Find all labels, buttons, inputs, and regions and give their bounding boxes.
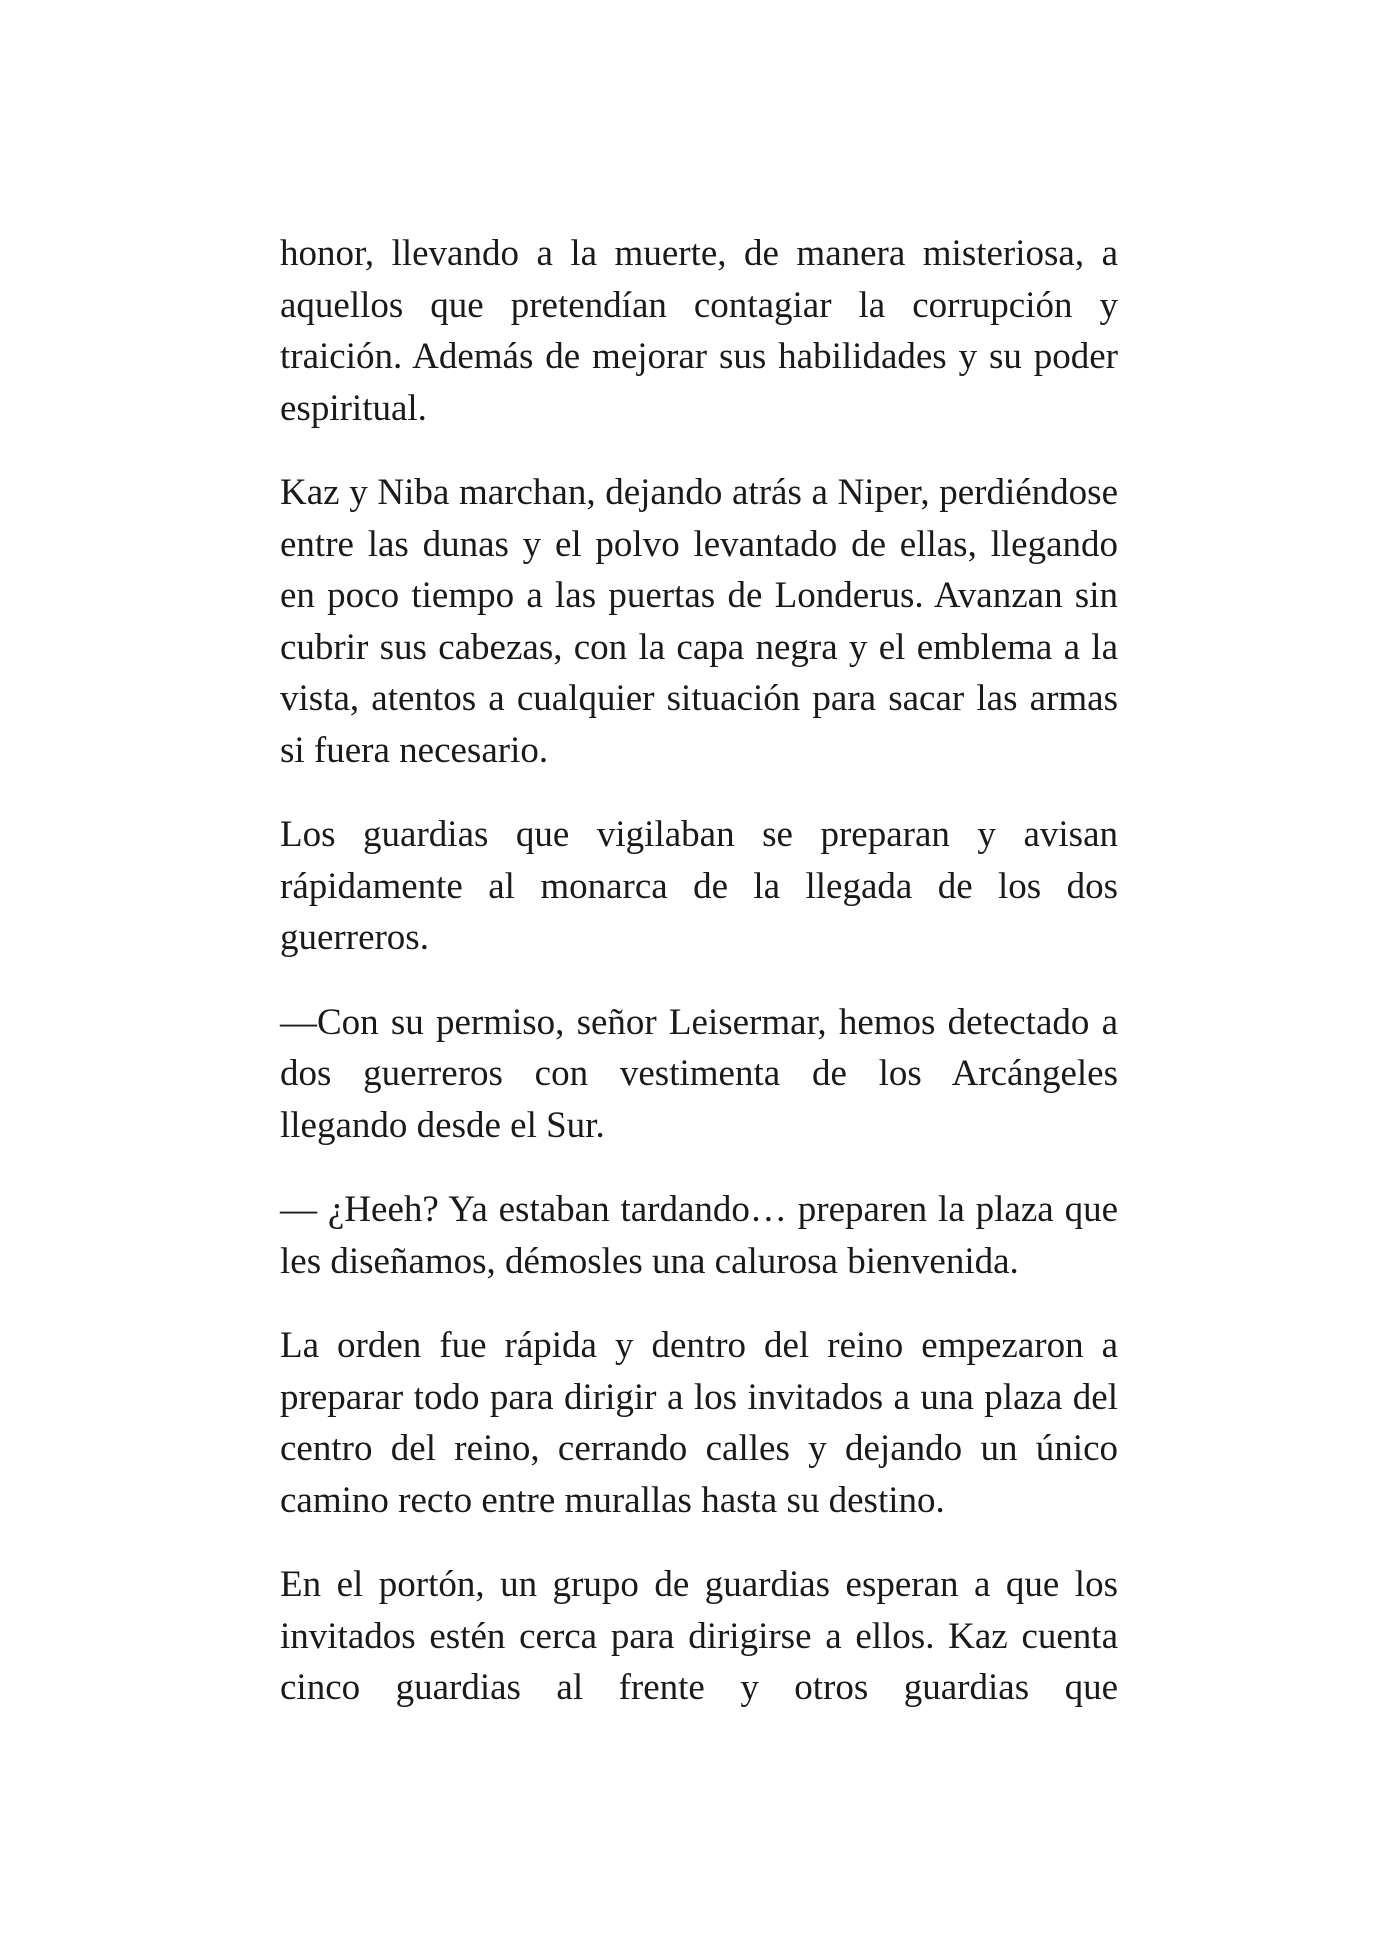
paragraph-5-dialogue: — ¿Heeh? Ya estaban tardando… preparen la plaza que les diseñamos, démosles una calurosa bienvenida. [280,1189,1118,1282]
paragraph-1: honor, llevando a la muerte, de manera misteriosa, a aquellos que pretendían contagiar la corrupción y traición. Además de mejorar sus habilidades y su poder espiritual. [280,233,1118,429]
page-body-text [280,228,1118,1747]
paragraph-4-dialogue: —Con su permiso, señor Leisermar, hemos detectado a dos guerreros con vestimenta de los Arcángeles llegando desde el Sur. [280,1001,1118,1146]
paragraph-2: Kaz y Niba marchan, dejando atrás a Niper, perdiéndose entre las dunas y el polvo levantado de ellas, llegando en poco tiempo a las puertas de Londerus. Avanzan sin cubrir sus cabezas, con la capa negra y el emblema a la vista, atentos a cualquier situación para sacar las armas si fuera necesario. [280,472,1118,771]
paragraph-3: Los guardias que vigilaban se preparan y avisan rápidamente al monarca de la llegada de los dos guerreros. [280,814,1118,958]
paragraph-6: La orden fue rápida y dentro del reino empezaron a preparar todo para dirigir a los invitados a una plaza del centro del reino, cerrando calles y dejando un único camino recto entre murallas hasta su destino. [280,1325,1118,1521]
paragraph-7: En el portón, un grupo de guardias esperan a que los invitados estén cerca para dirigirse a ellos. Kaz cuenta cinco guardias al frente y otros guardias que [280,1564,1118,1708]
